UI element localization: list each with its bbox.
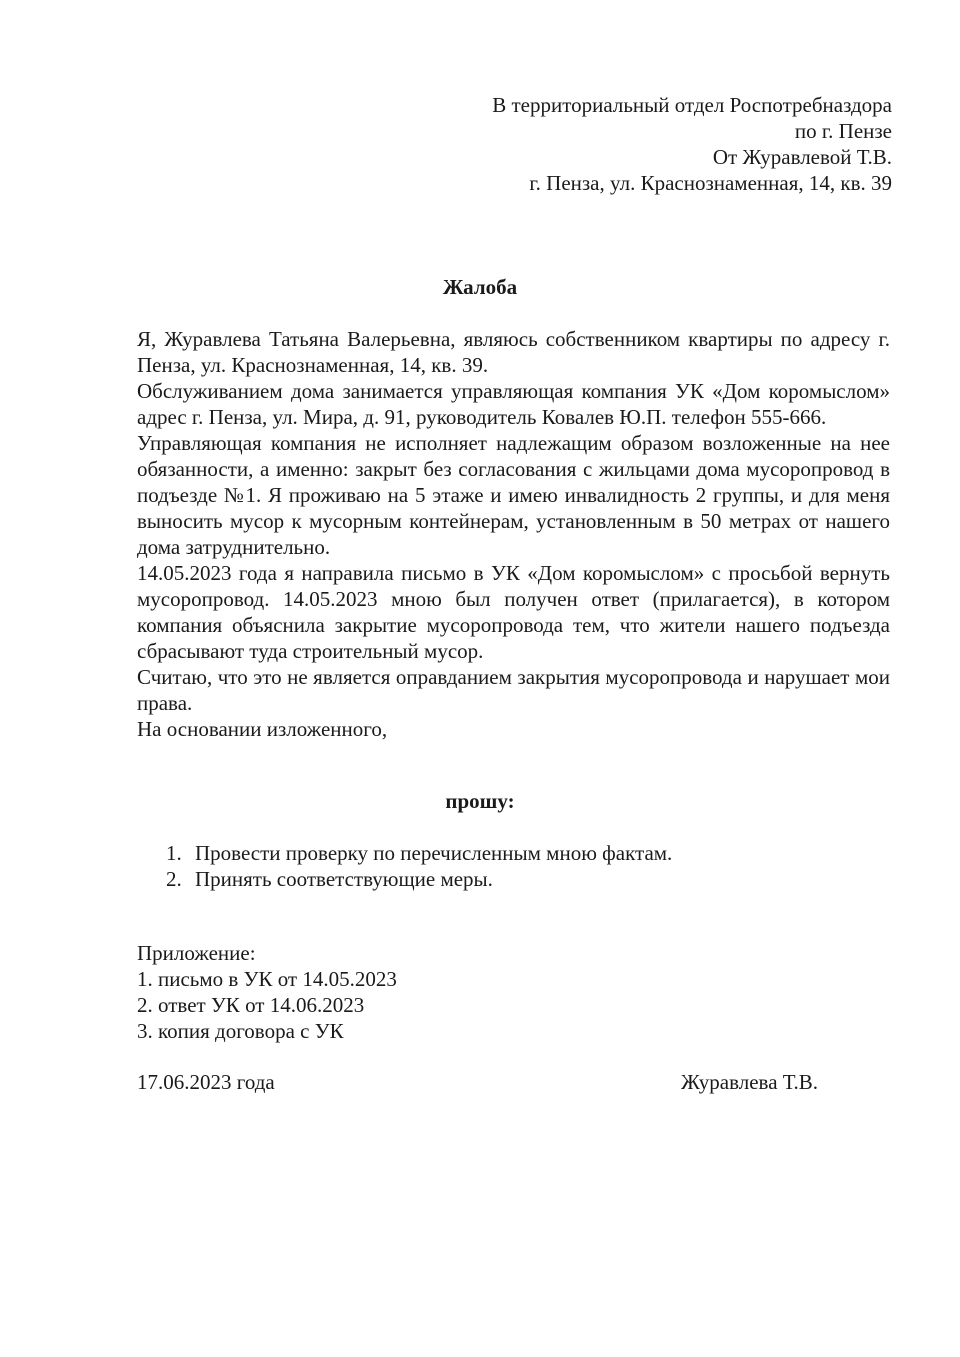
request-heading: прошу: (445, 789, 515, 813)
body-paragraph: 14.05.2023 года я направила письмо в УК «Дом коромыслом» с просьбой вернуть мусоропровод. 14.05.2023 мною был получен ответ (прилагается), в котором компания объяснила закрытие мусоропровода тем, что жители нашего подъезда сбрасывают туда строительный мусор. (137, 561, 890, 663)
complaint-body (137, 326, 890, 742)
addressee-line: В территориальный отдел Роспотребназдора (492, 93, 892, 117)
attachment-item: 3. копия договора с УК (137, 1019, 344, 1043)
request-number: 2. (166, 867, 182, 891)
body-paragraph: На основании изложенного, (137, 717, 388, 741)
attachment-item: 1. письмо в УК от 14.05.2023 (137, 967, 397, 991)
request-text: Принять соответствующие меры. (195, 867, 493, 891)
body-paragraph: Управляющая компания не исполняет надлежащим образом возложенные на нее обязанности, а именно: закрыт без согласования с жильцами дома мусоропровод в подъезде №1. Я проживаю на 5 этаже и имею инвалидность 2 группы, и для меня выносить мусор к мусорным контейнерам, установленным в 50 метрах от нашего дома затруднительно. (137, 431, 890, 559)
body-paragraph: Я, Журавлева Татьяна Валерьевна, являюсь собственником квартиры по адресу г. Пенза, ул. Краснознаменная, 14, кв. 39. (137, 327, 890, 377)
attachments-block (137, 940, 397, 1044)
request-text: Провести проверку по перечисленным мною фактам. (195, 841, 673, 865)
request-list (166, 840, 672, 892)
signature-date: 17.06.2023 года (137, 1070, 275, 1094)
addressee-line: От Журавлевой Т.В. (712, 145, 892, 169)
addressee-line: по г. Пензе (794, 119, 892, 143)
attachments-heading: Приложение: (137, 941, 256, 965)
body-paragraph: Обслуживанием дома занимается управляющая компания УК «Дом коромыслом» адрес г. Пенза, ул. Мира, д. 91, руководитель Ковалев Ю.П. телефон 555-666. (137, 379, 890, 429)
request-item (166, 866, 672, 892)
document-title: Жалоба (442, 275, 518, 299)
signature-name: Журавлева Т.В. (681, 1070, 818, 1094)
attachment-item: 2. ответ УК от 14.06.2023 (137, 993, 365, 1017)
addressee-block (492, 92, 892, 196)
request-item (166, 840, 672, 866)
body-paragraph: Считаю, что это не является оправданием закрытия мусоропровода и нарушает мои права. (137, 665, 890, 715)
request-number: 1. (166, 841, 182, 865)
addressee-line: г. Пенза, ул. Краснознаменная, 14, кв. 39 (529, 171, 892, 195)
